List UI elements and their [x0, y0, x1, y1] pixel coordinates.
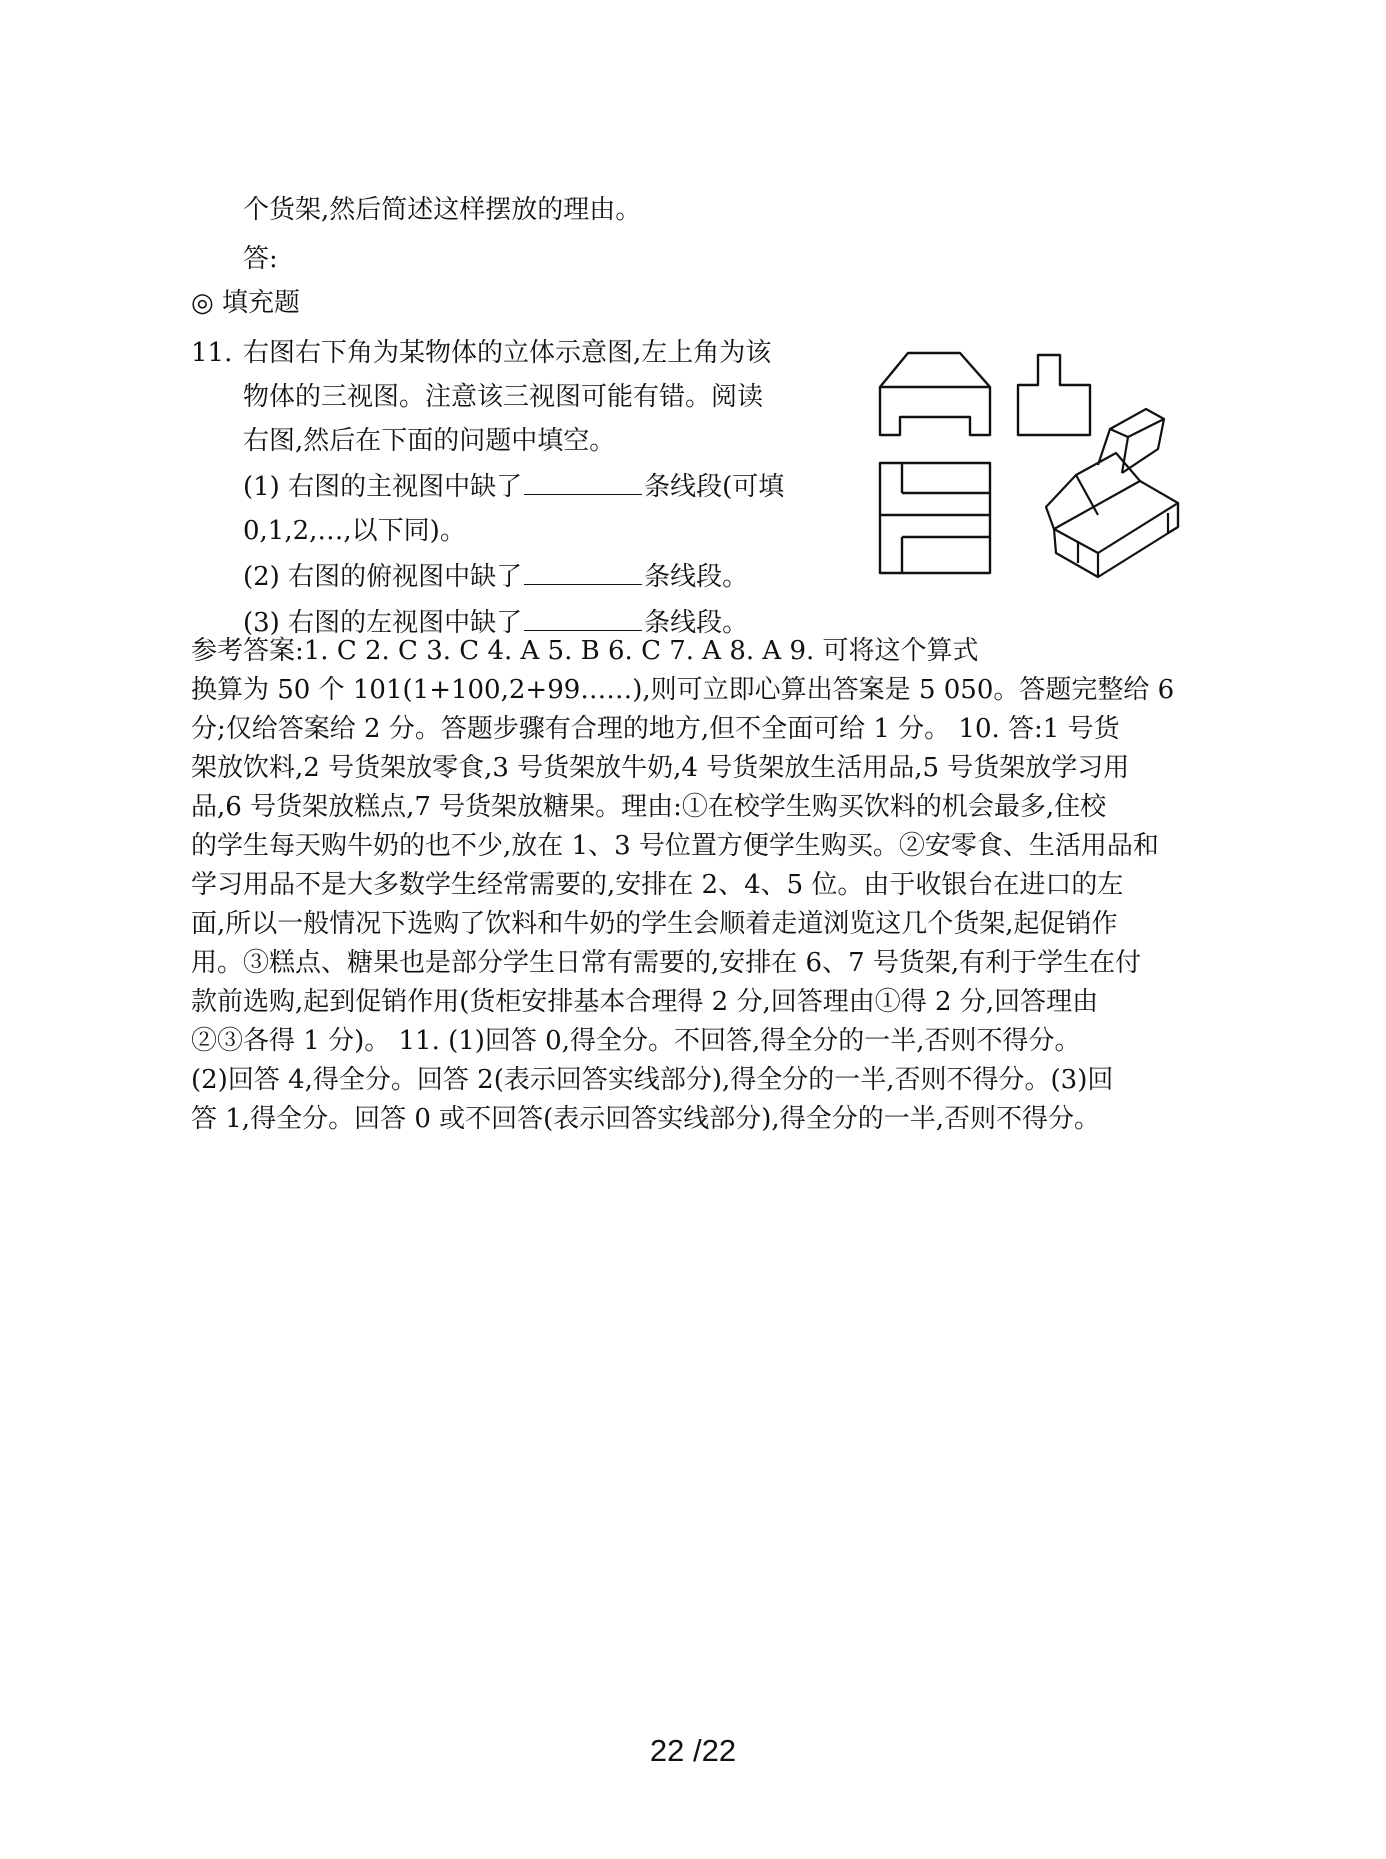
answer-prompt: 答: [243, 244, 278, 274]
question-part-1-continued: 0,1,2,…,以下同)。 [243, 516, 466, 546]
answer-line: 学习用品不是大多数学生经常需要的,安排在 2、4、5 位。由于收银台在进口的左 [191, 870, 1124, 900]
part-3-suffix: 条线段。 [644, 608, 749, 638]
part-2-text: (2) 右图的俯视图中缺了 [243, 562, 523, 592]
question-part-2 [243, 560, 748, 594]
answer-line: 款前选购,起到促销作用(货柜安排基本合理得 2 分,回答理由①得 2 分,回答理由 [191, 987, 1099, 1017]
reference-answers [191, 632, 1246, 1139]
question-line-2: 物体的三视图。注意该三视图可能有错。阅读 [243, 382, 764, 412]
answer-line: 架放饮料,2 号货架放零食,3 号货架放牛奶,4 号货架放生活用品,5 号货架放学习用 [191, 753, 1130, 783]
question-number: 11. [191, 338, 233, 368]
answer-line: 的学生每天购牛奶的也不少,放在 1、3 号位置方便学生购买。②安零食、生活用品和 [191, 831, 1159, 861]
answer-blank-1[interactable] [524, 470, 642, 495]
answer-line: 参考答案:1. C 2. C 3. C 4. A 5. B 6. C 7. A 8. A 9. 可将这个算式 [191, 636, 979, 666]
answer-line: 品,6 号货架放糕点,7 号货架放糖果。理由:①在校学生购买饮料的机会最多,住校 [191, 792, 1107, 822]
question-line-3: 右图,然后在下面的问题中填空。 [243, 426, 616, 456]
answer-line: 面,所以一般情况下选购了饮料和牛奶的学生会顺着走道浏览这几个货架,起促销作 [191, 909, 1118, 939]
three-view-figure [878, 345, 1258, 585]
answer-line: 分;仅给答案给 2 分。答题步骤有合理的地方,但不全面可给 1 分。 10. 答:1 号货 [191, 714, 1120, 744]
answer-line: (2)回答 4,得全分。回答 2(表示回答实线部分),得全分的一半,否则不得分。(3)回 [191, 1065, 1114, 1095]
answer-line: 用。③糕点、糖果也是部分学生日常有需要的,安排在 6、7 号货架,有利于学生在付 [191, 948, 1142, 978]
continuation-line: 个货架,然后简述这样摆放的理由。 [243, 195, 642, 225]
part-3-text: (3) 右图的左视图中缺了 [243, 608, 523, 638]
section-title: ◎ 填充题 [191, 288, 300, 318]
answer-blank-2[interactable] [524, 560, 642, 585]
answer-line: 答 1,得全分。回答 0 或不回答(表示回答实线部分),得全分的一半,否则不得分。 [191, 1104, 1100, 1134]
top-view [880, 463, 990, 573]
left-view [1018, 355, 1090, 435]
answer-blank-3[interactable] [524, 606, 642, 631]
page-number: 22 /22 [649, 1733, 737, 1768]
part-1-text: (1) 右图的主视图中缺了 [243, 472, 523, 502]
answer-line: 换算为 50 个 101(1+100,2+99……),则可立即心算出答案是 5 050。答题完整给 6 [191, 675, 1175, 705]
front-view [880, 353, 990, 435]
part-1-suffix: 条线段(可填 [644, 472, 785, 502]
question-part-1 [243, 470, 784, 504]
answer-line: ②③各得 1 分)。 11. (1)回答 0,得全分。不回答,得全分的一半,否则不得分。 [191, 1026, 1081, 1056]
question-line-1: 右图右下角为某物体的立体示意图,左上角为该 [243, 338, 772, 368]
part-2-suffix: 条线段。 [644, 562, 749, 592]
